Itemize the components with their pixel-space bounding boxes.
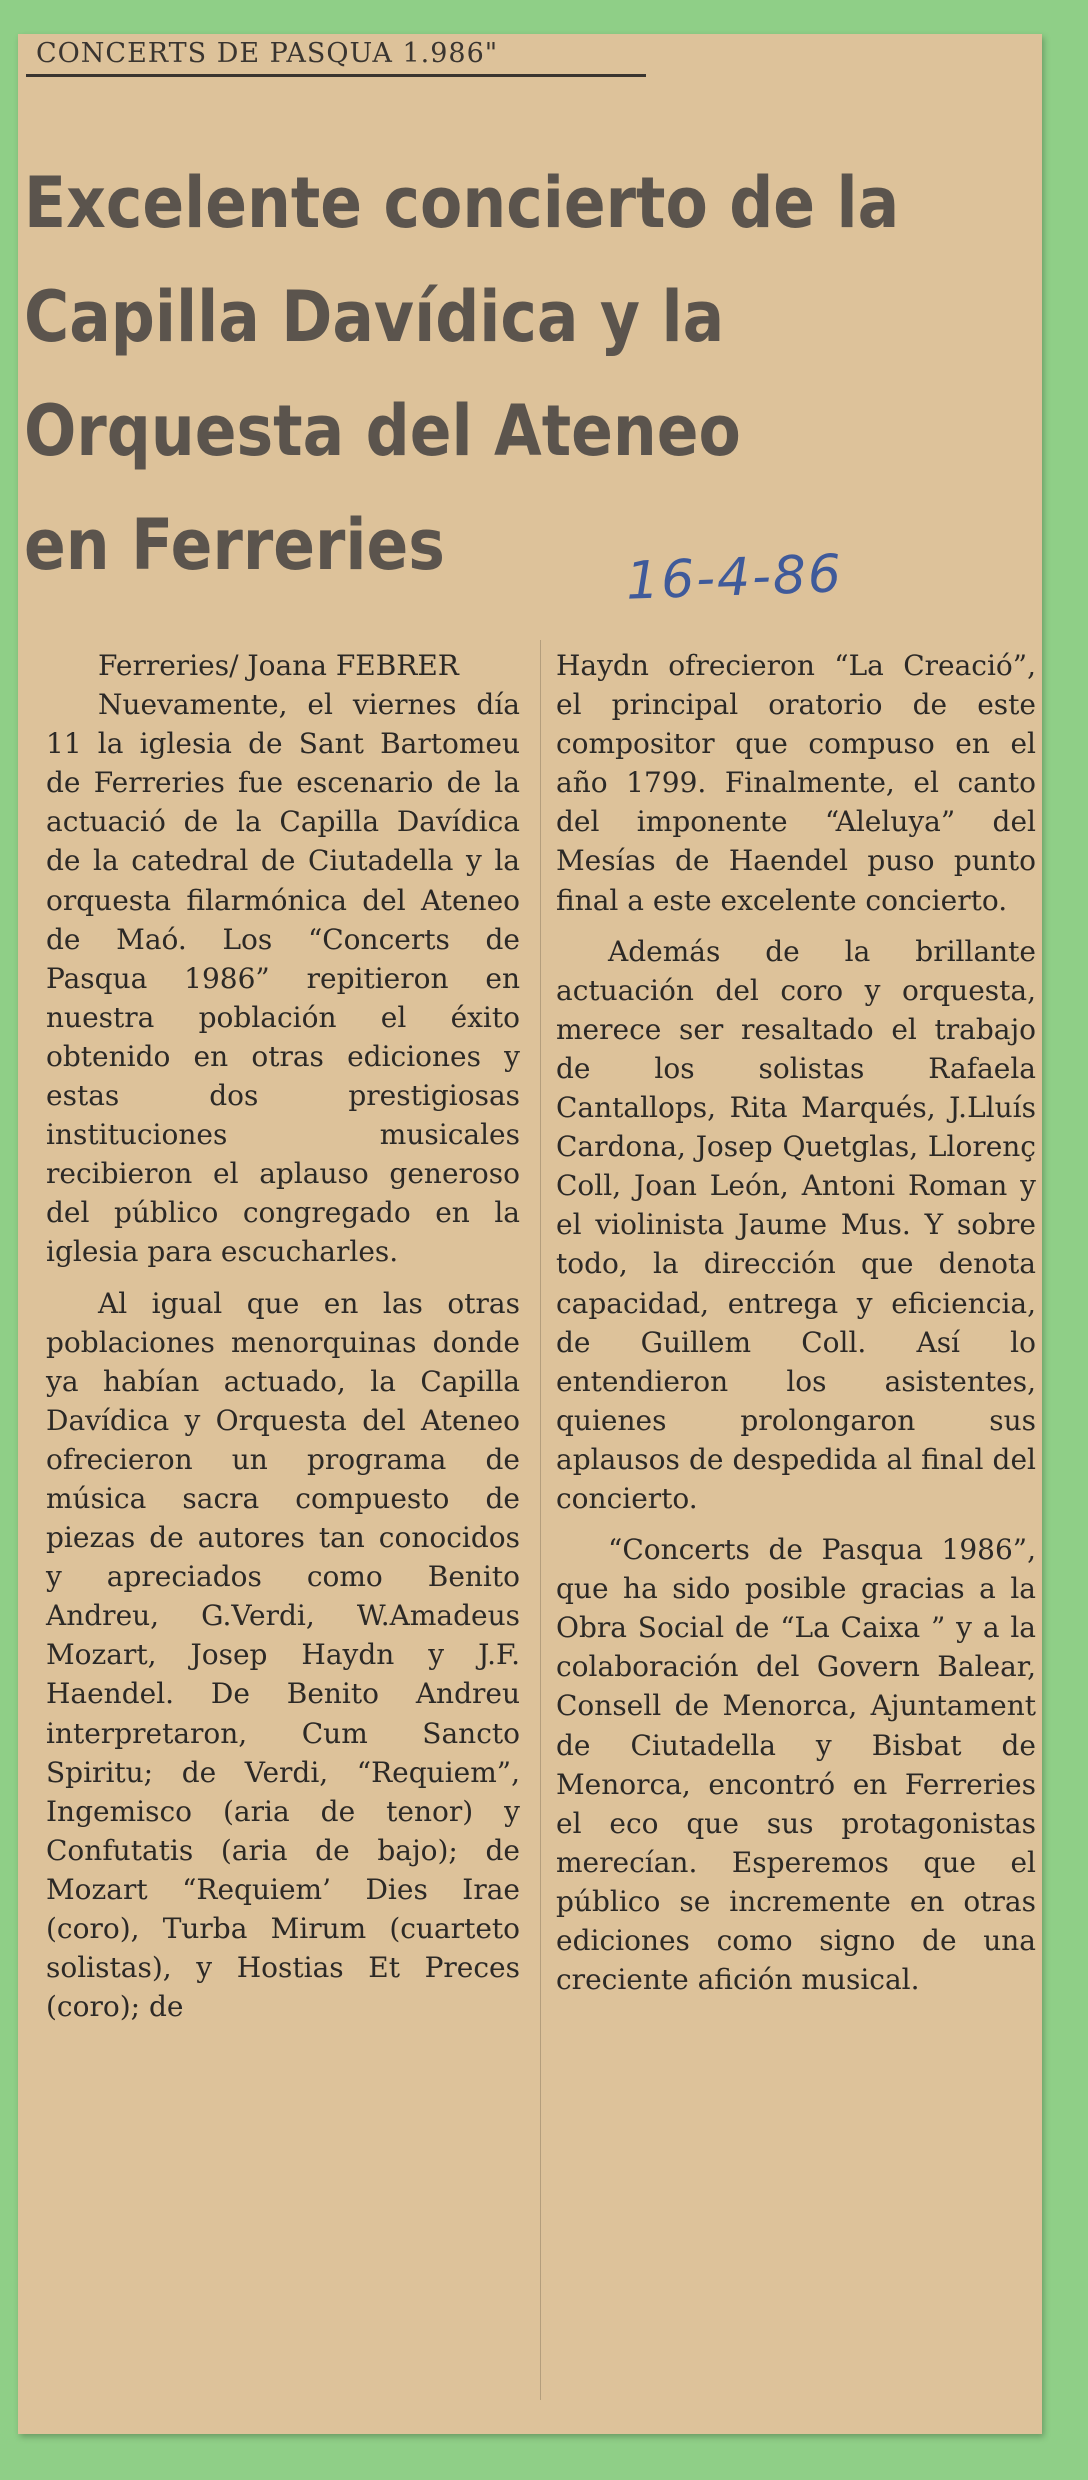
article-column-left	[46, 646, 520, 2026]
kicker-underline	[26, 74, 646, 77]
paragraph: Nuevamente, el viernes día 11 la iglesia de Sant Bartomeu de Ferreries fue escenario de la actuació de la Capilla Davídica de la catedral de Ciutadella y la orquesta filarmónica del Ateneo de Maó. Los “Concerts de Pasqua 1986” repitieron en nuestra población el éxito obtenido en otras ediciones y estas dos prestigiosas instituciones musicales recibieron el aplauso generoso del público congregado en la iglesia para escucharles.	[46, 688, 520, 1269]
headline-line-3: Orquesta del Ateneo	[24, 390, 741, 472]
section-kicker: CONCERTS DE PASQUA 1.986"	[36, 38, 499, 69]
handwritten-date: 16-4-86	[625, 544, 844, 612]
headline-line-1: Excelente concierto de la	[24, 162, 900, 244]
paragraph: Haydn ofrecieron “La Creació”, el principal oratorio de este compositor que compuso en el año 1799. Finalmente, el canto del imponente “Aleluya” del Mesías de Haendel puso punto final a este excelente concierto.	[556, 649, 1036, 917]
paragraph: Al igual que en las otras poblaciones menorquinas donde ya habían actuado, la Capilla Davídica y Orquesta del Ateneo ofrecieron un programa de música sacra compuesto de piezas de autores tan conocidos y apreciados como Benito Andreu, G.Verdi, W.Amadeus Mozart, Josep Haydn y J.F. Haendel. De Benito Andreu interpretaron, Cum Sancto Spiritu; de Verdi, “Requiem”, Ingemisco (aria de tenor) y Confutatis (aria de bajo); de Mozart “Requiem’ Dies Irae (coro), Turba Mirum (cuarteto solistas), y Hostias Et Preces (coro); de	[46, 1286, 520, 2024]
byline: Ferreries/ Joana FEBRER	[98, 649, 459, 682]
article-column-right	[556, 646, 1036, 1999]
headline-line-4: en Ferreries	[24, 504, 445, 586]
headline-line-2: Capilla Davídica y la	[24, 276, 725, 358]
headline	[24, 146, 904, 602]
paragraph: “Concerts de Pasqua 1986”, que ha sido posible gracias a la Obra Social de “La Caixa ” y a la colaboración del Govern Balear, Consell de Menorca, Ajuntament de Ciutadella y Bisbat de Menorca, encontró en Ferreries el eco que sus protagonistas merecían. Esperemos que el público se incremente en otras ediciones como signo de una creciente afición musical.	[556, 1533, 1036, 1997]
column-divider	[540, 640, 541, 2400]
paragraph: Además de la brillante actuación del coro y orquesta, merece ser resaltado el trabajo de los solistas Rafaela Cantallops, Rita Marqués, J.Lluís Cardona, Josep Quetglas, Llorenç Coll, Joan León, Antoni Roman y el violinista Jaume Mus. Y sobre todo, la dirección que denota capacidad, entrega y eficiencia, de Guillem Coll. Así lo entendieron los asistentes, quienes prolongaron sus aplausos de despedida al final del concierto.	[556, 934, 1036, 1515]
